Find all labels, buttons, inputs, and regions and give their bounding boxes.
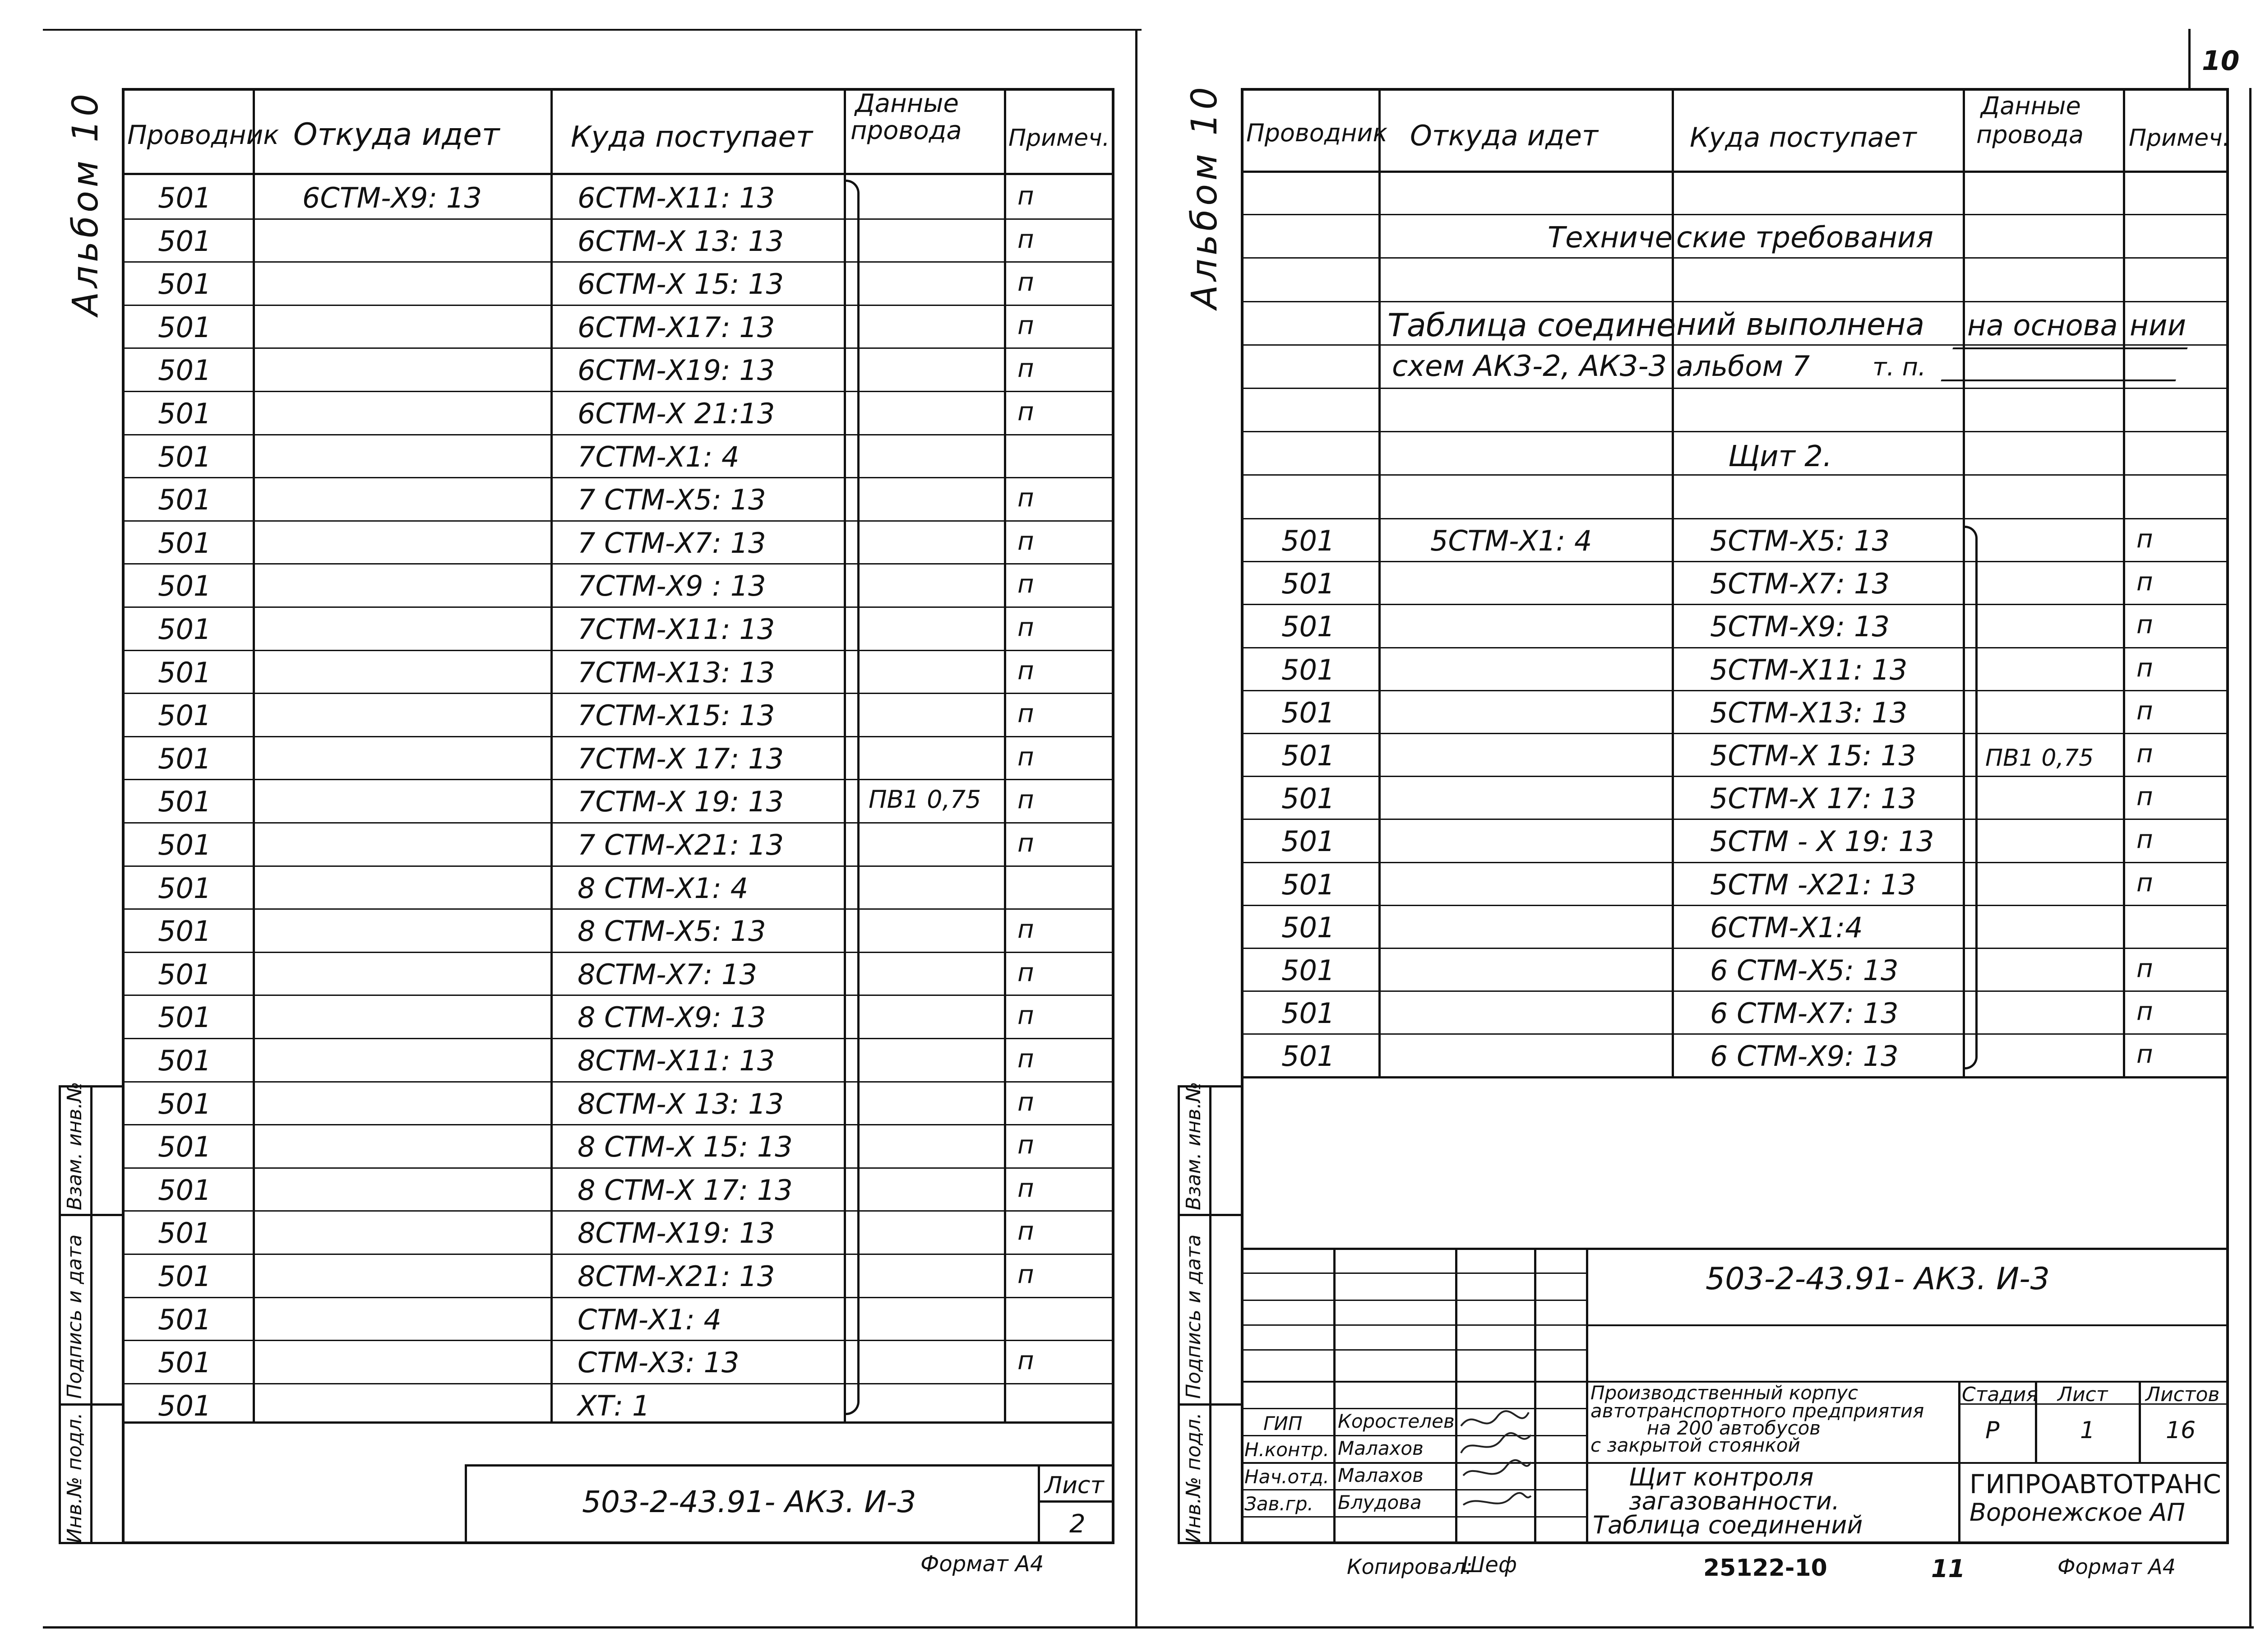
table-row-to: 6СТМ-Х 21:13 <box>578 397 775 430</box>
table-row-to: СТМ-Х1: 4 <box>578 1303 721 1336</box>
table-row-to: 8 СТМ-Х9: 13 <box>578 1001 766 1034</box>
table-row-conductor: 501 <box>1281 1040 1335 1073</box>
left-wire-data: ПВ1 0,75 <box>869 785 981 814</box>
table-row-to: 5СТМ - Х 19: 13 <box>1710 825 1934 858</box>
right-org-line2: Воронежское АП <box>1969 1498 2185 1527</box>
table-row-conductor: 501 <box>158 828 212 861</box>
table-row-note: п <box>1017 785 1034 815</box>
table-row-to: 6 СТМ-Х7: 13 <box>1710 997 1899 1030</box>
table-row-from: 5СТМ-Х1: 4 <box>1430 524 1592 557</box>
right-copied-sig: Шеф <box>1462 1552 1517 1578</box>
table-row-to: 6СТМ-Х 13: 13 <box>578 224 784 258</box>
table-row-note: п <box>1017 1173 1034 1203</box>
page-divider <box>1135 29 1137 1629</box>
table-row-conductor: 501 <box>1281 567 1335 601</box>
table-row-conductor: 501 <box>1281 825 1335 858</box>
left-title-code: 503-2-43.91- АК3. И-3 <box>582 1485 916 1519</box>
left-album-label: Альбом 10 <box>65 90 106 316</box>
right-role-0: ГИП <box>1263 1412 1303 1435</box>
right-role-1: Н.контр. <box>1244 1439 1329 1461</box>
table-row-note: п <box>2136 997 2153 1027</box>
left-header-wire-data-2: провода <box>851 116 962 145</box>
right-doc-line1: Щит контроля <box>1629 1463 1814 1491</box>
table-row-note: п <box>2136 825 2153 855</box>
table-row-conductor: 501 <box>158 310 212 344</box>
table-row-conductor: 501 <box>158 958 212 991</box>
table-row-conductor: 501 <box>158 1389 212 1422</box>
table-row-to: 7СТМ-Х9 : 13 <box>578 569 766 603</box>
table-row-to: 5СТМ-Х13: 13 <box>1710 696 1908 729</box>
table-row-note: п <box>2136 868 2153 898</box>
table-row-note: п <box>1017 915 1034 944</box>
table-row-to: 6 СТМ-Х9: 13 <box>1710 1040 1899 1073</box>
left-header-wire-data-1: Данные <box>855 89 959 118</box>
right-title-code: 503-2-43.91- АК3. И-3 <box>1706 1261 2050 1297</box>
right-role-3: Зав.гр. <box>1244 1493 1313 1515</box>
table-row-note: п <box>1017 397 1034 426</box>
table-row-to: 5СТМ-Х5: 13 <box>1710 524 1890 557</box>
table-row-to: 5СТМ-Х 15: 13 <box>1710 739 1917 772</box>
right-header-from: Откуда идет <box>1410 119 1599 152</box>
right-stamp-podpis: Подпись и дата <box>1182 1234 1205 1399</box>
table-row-to: 5СТМ-Х 17: 13 <box>1710 782 1917 815</box>
right-header-note: Примеч. <box>2129 125 2230 152</box>
right-sheets-label: Листов <box>2145 1383 2220 1406</box>
table-row-note: п <box>1017 526 1034 556</box>
left-header-to: Куда поступает <box>571 120 813 154</box>
table-row-conductor: 501 <box>158 268 212 301</box>
right-sheet-label: Лист <box>2057 1383 2108 1406</box>
right-stage-label: Стадия <box>1962 1383 2038 1406</box>
table-row-to: 8СТМ-Х19: 13 <box>578 1217 775 1250</box>
right-header-wire-data-2: провода <box>1976 120 2084 149</box>
right-role-name-0: Коростелев <box>1338 1410 1455 1432</box>
table-row-to: 8СТМ-Х21: 13 <box>578 1260 775 1293</box>
table-row-note: п <box>1017 1130 1034 1160</box>
table-row-conductor: 501 <box>158 354 212 387</box>
table-row-note: п <box>2136 782 2153 812</box>
table-row-to: ХТ: 1 <box>578 1389 650 1422</box>
table-row-from: 6СТМ-Х9: 13 <box>302 181 482 214</box>
table-row-conductor: 501 <box>158 181 212 214</box>
right-project-line3: на 200 автобусов <box>1647 1417 1821 1439</box>
table-row-to: 6СТМ-Х11: 13 <box>578 181 775 214</box>
table-row-conductor: 501 <box>158 440 212 473</box>
right-page-number: 10 <box>2202 45 2240 77</box>
table-row-note: п <box>2136 696 2153 726</box>
table-row-to: 7СТМ-Х 17: 13 <box>578 742 784 775</box>
table-row-conductor: 501 <box>158 1087 212 1120</box>
right-note-line1-c: на основа <box>1967 309 2118 342</box>
table-row-to: 8 СТМ-Х 17: 13 <box>578 1173 793 1207</box>
table-row-note: п <box>2136 653 2153 683</box>
table-row-note: п <box>1017 742 1034 772</box>
table-row-to: 6СТМ-Х19: 13 <box>578 354 775 387</box>
bottom-edge <box>43 1626 2254 1629</box>
table-row-conductor: 501 <box>1281 954 1335 987</box>
table-row-to: 6СТМ-Х17: 13 <box>578 310 775 344</box>
right-header-conductor: Проводник <box>1246 119 1388 147</box>
left-stamp-vzam: Взам. инв.№ <box>63 1082 86 1210</box>
table-row-note: п <box>1017 1260 1034 1289</box>
table-row-note: п <box>2136 1040 2153 1069</box>
table-row-note: п <box>1017 268 1034 297</box>
right-note-line1-a: Таблица соедине <box>1387 307 1676 344</box>
table-row-conductor: 501 <box>158 1303 212 1336</box>
table-row-to: 8 СТМ-Х 15: 13 <box>578 1130 793 1164</box>
table-row-note: п <box>1017 1087 1034 1117</box>
table-row-note: п <box>1017 613 1034 642</box>
right-role-2: Нач.отд. <box>1244 1466 1330 1488</box>
right-footer-page: 11 <box>1931 1555 1965 1583</box>
right-stage-value: Р <box>1985 1417 2000 1444</box>
table-row-conductor: 501 <box>158 397 212 430</box>
table-row-conductor: 501 <box>1281 653 1335 686</box>
table-row-conductor: 501 <box>1281 739 1335 772</box>
table-row-to: 8СТМ-Х11: 13 <box>578 1044 775 1077</box>
left-stamp-inv-podl: Инв.№ подл. <box>63 1412 86 1543</box>
table-row-to: 8 СТМ-Х1: 4 <box>578 871 749 905</box>
right-role-name-1: Малахов <box>1338 1437 1424 1459</box>
table-row-conductor: 501 <box>158 1173 212 1207</box>
table-row-conductor: 501 <box>158 915 212 948</box>
table-row-to: 8 СТМ-Х5: 13 <box>578 915 766 948</box>
table-row-to: 5СТМ-Х7: 13 <box>1710 567 1890 601</box>
table-row-conductor: 501 <box>158 785 212 819</box>
table-row-conductor: 501 <box>158 613 212 646</box>
table-row-note: п <box>2136 610 2153 640</box>
table-row-conductor: 501 <box>1281 524 1335 557</box>
table-row-note: п <box>1017 181 1034 211</box>
table-row-note: п <box>1017 1217 1034 1246</box>
right-tech-req-b: ские требования <box>1676 221 1933 255</box>
table-row-to: 7СТМ-Х1: 4 <box>578 440 740 473</box>
right-doc-line3: Таблица соединений <box>1593 1511 1863 1539</box>
table-row-note: п <box>1017 483 1034 513</box>
left-header-note: Примеч. <box>1008 125 1110 152</box>
table-row-note: п <box>1017 656 1034 685</box>
left-stamp-podpis: Подпись и дата <box>63 1234 86 1399</box>
right-project-line2: автотранспортного предприятия <box>1590 1400 1924 1422</box>
table-row-note: п <box>2136 954 2153 983</box>
table-row-to: 6СТМ-Х1:4 <box>1710 911 1863 944</box>
left-wire-brace <box>846 180 860 1415</box>
table-row-conductor: 501 <box>158 483 212 517</box>
right-wire-brace <box>1965 526 1978 1069</box>
table-row-conductor: 501 <box>1281 997 1335 1030</box>
right-role-name-2: Малахов <box>1338 1464 1424 1486</box>
right-sheets-value: 16 <box>2166 1417 2196 1444</box>
table-row-note: п <box>1017 1044 1034 1074</box>
right-stamp-vzam: Взам. инв.№ <box>1182 1082 1205 1210</box>
right-doc-line2: загазованности. <box>1629 1487 1840 1515</box>
table-row-to: 7 СТМ-Х5: 13 <box>578 483 766 517</box>
right-project-line4: с закрытой стоянкой <box>1590 1434 1800 1456</box>
table-row-note: п <box>1017 224 1034 254</box>
table-row-note: п <box>1017 1346 1034 1376</box>
table-row-to: 5СТМ-Х11: 13 <box>1710 653 1908 686</box>
right-album-label: Альбом 10 <box>1184 83 1225 309</box>
table-row-conductor: 501 <box>158 742 212 775</box>
right-note-line1-d: нии <box>2130 309 2187 342</box>
signature-scribbles <box>1456 1408 1533 1516</box>
right-order-number: 25122-10 <box>1703 1555 1827 1582</box>
table-row-note: п <box>1017 354 1034 384</box>
table-row-note: п <box>2136 567 2153 597</box>
table-row-conductor: 501 <box>158 656 212 689</box>
right-note-line1-b: ний выполнена <box>1676 307 1925 342</box>
right-project-line1: Производственный корпус <box>1590 1382 1858 1404</box>
right-note-line2-c: т. п. <box>1872 353 1926 381</box>
table-row-conductor: 501 <box>158 871 212 905</box>
table-row-to: 7СТМ-Х15: 13 <box>578 699 775 732</box>
table-row-note: п <box>1017 1001 1034 1031</box>
table-row-conductor: 501 <box>1281 610 1335 643</box>
left-sheet-number: 2 <box>1069 1509 1086 1539</box>
table-row-to: 7СТМ-Х13: 13 <box>578 656 775 689</box>
table-row-conductor: 501 <box>158 1217 212 1250</box>
table-row-conductor: 501 <box>1281 696 1335 729</box>
right-org-line1: ГИПРОАВТОТРАНС <box>1969 1469 2221 1499</box>
table-row-conductor: 501 <box>158 1346 212 1379</box>
table-row-to: 7СТМ-Х11: 13 <box>578 613 775 646</box>
right-role-name-3: Блудова <box>1338 1491 1422 1513</box>
table-row-note: п <box>1017 828 1034 858</box>
table-row-to: 5СТМ -Х21: 13 <box>1710 868 1917 901</box>
table-row-to: 8СТМ-Х7: 13 <box>578 958 757 991</box>
table-row-conductor: 501 <box>158 569 212 603</box>
table-row-conductor: 501 <box>158 1044 212 1077</box>
right-sheet-value: 1 <box>2080 1417 2095 1444</box>
left-header-conductor: Проводник <box>127 120 279 150</box>
table-row-to: 6СТМ-Х 15: 13 <box>578 268 784 301</box>
table-row-note: п <box>1017 699 1034 729</box>
right-tech-req-a: Техниче <box>1548 221 1673 255</box>
table-row-conductor: 501 <box>158 699 212 732</box>
table-row-note: п <box>1017 569 1034 599</box>
table-row-conductor: 501 <box>158 526 212 560</box>
left-header-from: Откуда идет <box>293 117 500 153</box>
table-row-to: 5СТМ-Х9: 13 <box>1710 610 1890 643</box>
table-row-note: п <box>2136 739 2153 768</box>
table-row-note: п <box>2136 524 2153 554</box>
right-panel-label: Щит 2. <box>1728 440 1832 473</box>
right-wire-data: ПВ1 0,75 <box>1985 745 2094 772</box>
right-stamp-inv-podl: Инв.№ подл. <box>1182 1412 1205 1543</box>
right-tp-box <box>1941 347 2187 381</box>
table-row-to: 6 СТМ-Х5: 13 <box>1710 954 1899 987</box>
table-row-to: 8СТМ-Х 13: 13 <box>578 1087 784 1120</box>
table-row-conductor: 501 <box>1281 868 1335 901</box>
table-row-to: СТМ-Х3: 13 <box>578 1346 740 1379</box>
left-sheet-label: Лист <box>1045 1472 1104 1499</box>
table-row-conductor: 501 <box>158 1001 212 1034</box>
top-edge-left <box>43 29 1142 31</box>
table-row-note: п <box>1017 310 1034 340</box>
table-row-to: 7 СТМ-Х21: 13 <box>578 828 784 861</box>
right-header-wire-data-1: Данные <box>1981 92 2081 120</box>
table-row-conductor: 501 <box>158 1130 212 1164</box>
left-format: Формат А4 <box>920 1551 1044 1577</box>
right-format: Формат А4 <box>2057 1555 2176 1579</box>
right-copied-label: Копировал: <box>1347 1555 1473 1579</box>
table-row-conductor: 501 <box>158 1260 212 1293</box>
table-row-to: 7СТМ-Х 19: 13 <box>578 785 784 819</box>
table-row-conductor: 501 <box>1281 911 1335 944</box>
table-row-conductor: 501 <box>1281 782 1335 815</box>
right-note-line2-a: схем АК3-2, АК3-3 <box>1392 350 1667 383</box>
right-header-to: Куда поступает <box>1690 122 1917 153</box>
right-note-line2-b: альбом 7 <box>1676 350 1810 383</box>
table-row-to: 7 СТМ-Х7: 13 <box>578 526 766 560</box>
table-row-note: п <box>1017 958 1034 987</box>
table-row-conductor: 501 <box>158 224 212 258</box>
